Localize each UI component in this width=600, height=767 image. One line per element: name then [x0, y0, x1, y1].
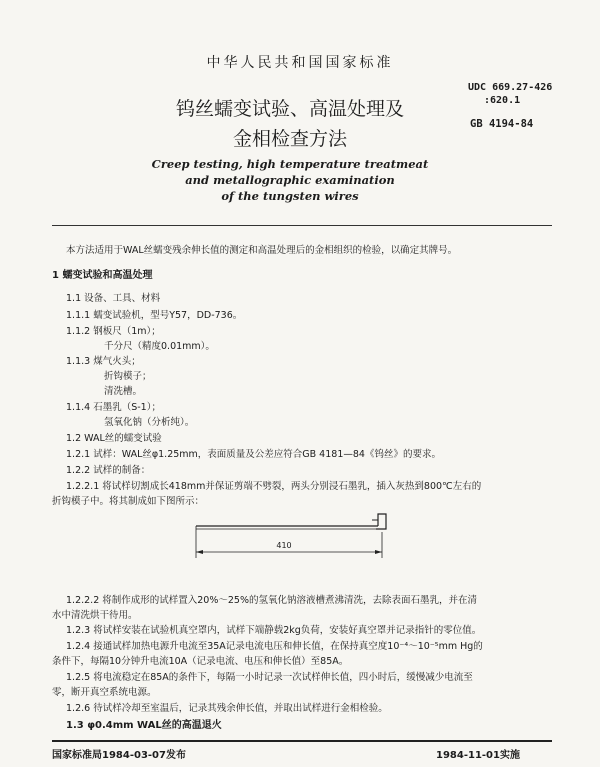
- effective-date: 1984-11-01实施: [436, 750, 520, 761]
- section-1-1-2: 1.1.2 钢板尺（1m）；: [66, 326, 161, 337]
- standard-organization: 中华人民共和国国家标准: [206, 55, 394, 71]
- title-english-line3: of the tungsten wires: [221, 189, 359, 203]
- section-1-2-2-2-line2: 水中清洗烘干待用。: [52, 610, 138, 621]
- specimen-hook: [376, 514, 386, 529]
- intro-paragraph: 本方法适用于WAL丝蠕变残余伸长值的测定和高温处理后的金相组织的检验，以确定其牌号。: [66, 245, 458, 256]
- footer-divider: [52, 740, 552, 742]
- section-1-heading: 1 蠕变试验和高温处理: [52, 270, 153, 281]
- specimen-hook-diagram: [180, 508, 600, 578]
- section-1-2-1: 1.2.1 试样：WAL丝φ1.25mm，表面质量及公差应符合GB 4181—84《钨丝》的要求。: [66, 449, 441, 460]
- section-1-1: 1.1 设备、工具、材料: [66, 293, 161, 304]
- section-1-1-2-line2: 千分尺（精度0.01mm）。: [104, 341, 215, 352]
- section-1-2-4: 1.2.4 接通试样加热电源升电流至35A记录电流电压和伸长值，在保持真空度10⁻⁴～10⁻⁵mm Hg的: [66, 641, 483, 652]
- header-divider: [52, 225, 552, 226]
- section-1-1-3-line2: 折钩模子；: [104, 371, 152, 382]
- section-1-2-3: 1.2.3 将试样安装在试验机真空罩内，试样下端静载2kg负荷，安装好真空罩并记录指针的零位值。: [66, 625, 482, 636]
- issue-date: 国家标准局1984-03-07发布: [52, 750, 186, 761]
- udc-code-line2: :620.1: [484, 95, 521, 106]
- dimension-arrow-right: [375, 550, 382, 554]
- section-1-2-2: 1.2.2 试样的制备：: [66, 465, 151, 476]
- dimension-arrow-left: [196, 550, 203, 554]
- section-1-2-6: 1.2.6 待试样冷却至室温后，记录其残余伸长值，并取出试样进行金相检验。: [66, 703, 388, 714]
- title-english-line2: and metallographic examination: [185, 173, 395, 187]
- section-1-2-2-1-line2: 折钩模子中。将其制成如下图所示：: [52, 496, 205, 507]
- section-1-1-3: 1.1.3 煤气火头；: [66, 356, 141, 367]
- section-1-2-2-1: 1.2.2.1 将试样切割成长418mm并保证剪端不劈裂，两头分别浸石墨乳，插入灰热到800℃左右的: [66, 481, 482, 492]
- title-chinese-line2: 金相检查方法: [232, 128, 347, 150]
- section-1-2-5-line2: 零，断开真空系统电源。: [52, 687, 157, 698]
- section-1-1-4-line2: 氢氧化钠（分析纯）。: [104, 417, 195, 428]
- section-1-2-4-line2: 条件下，每隔10分钟升电流10A（记录电流、电压和伸长值）至85A。: [52, 656, 349, 667]
- section-1-1-3-line3: 清洗槽。: [104, 386, 143, 397]
- dimension-label: 410: [276, 541, 292, 550]
- section-1-2-2-2: 1.2.2.2 将制作成形的试样置入20%～25%的氢氧化钠溶液槽煮沸清洗，去除表面石墨乳，并在清: [66, 595, 477, 606]
- udc-code-line1: UDC 669.27-426: [468, 82, 553, 93]
- section-1-2-5: 1.2.5 将电流稳定在85A的条件下，每隔一小时记录一次试样伸长值，四小时后，缓慢减少电流至: [66, 672, 473, 683]
- title-english-line1: Creep testing, high temperature treatmeat: [151, 157, 429, 171]
- gb-standard-number: GB 4194-84: [470, 118, 534, 130]
- section-1-3: 1.3 φ0.4mm WAL丝的高温退火: [66, 720, 222, 731]
- section-1-1-1: 1.1.1 蠕变试验机，型号Y57，DD-736。: [66, 310, 243, 321]
- section-1-1-4: 1.1.4 石墨乳（S-1）；: [66, 402, 161, 413]
- section-1-2: 1.2 WAL丝的蠕变试验: [66, 433, 162, 444]
- title-chinese-line1: 钨丝蠕变试验、高温处理及: [175, 98, 404, 120]
